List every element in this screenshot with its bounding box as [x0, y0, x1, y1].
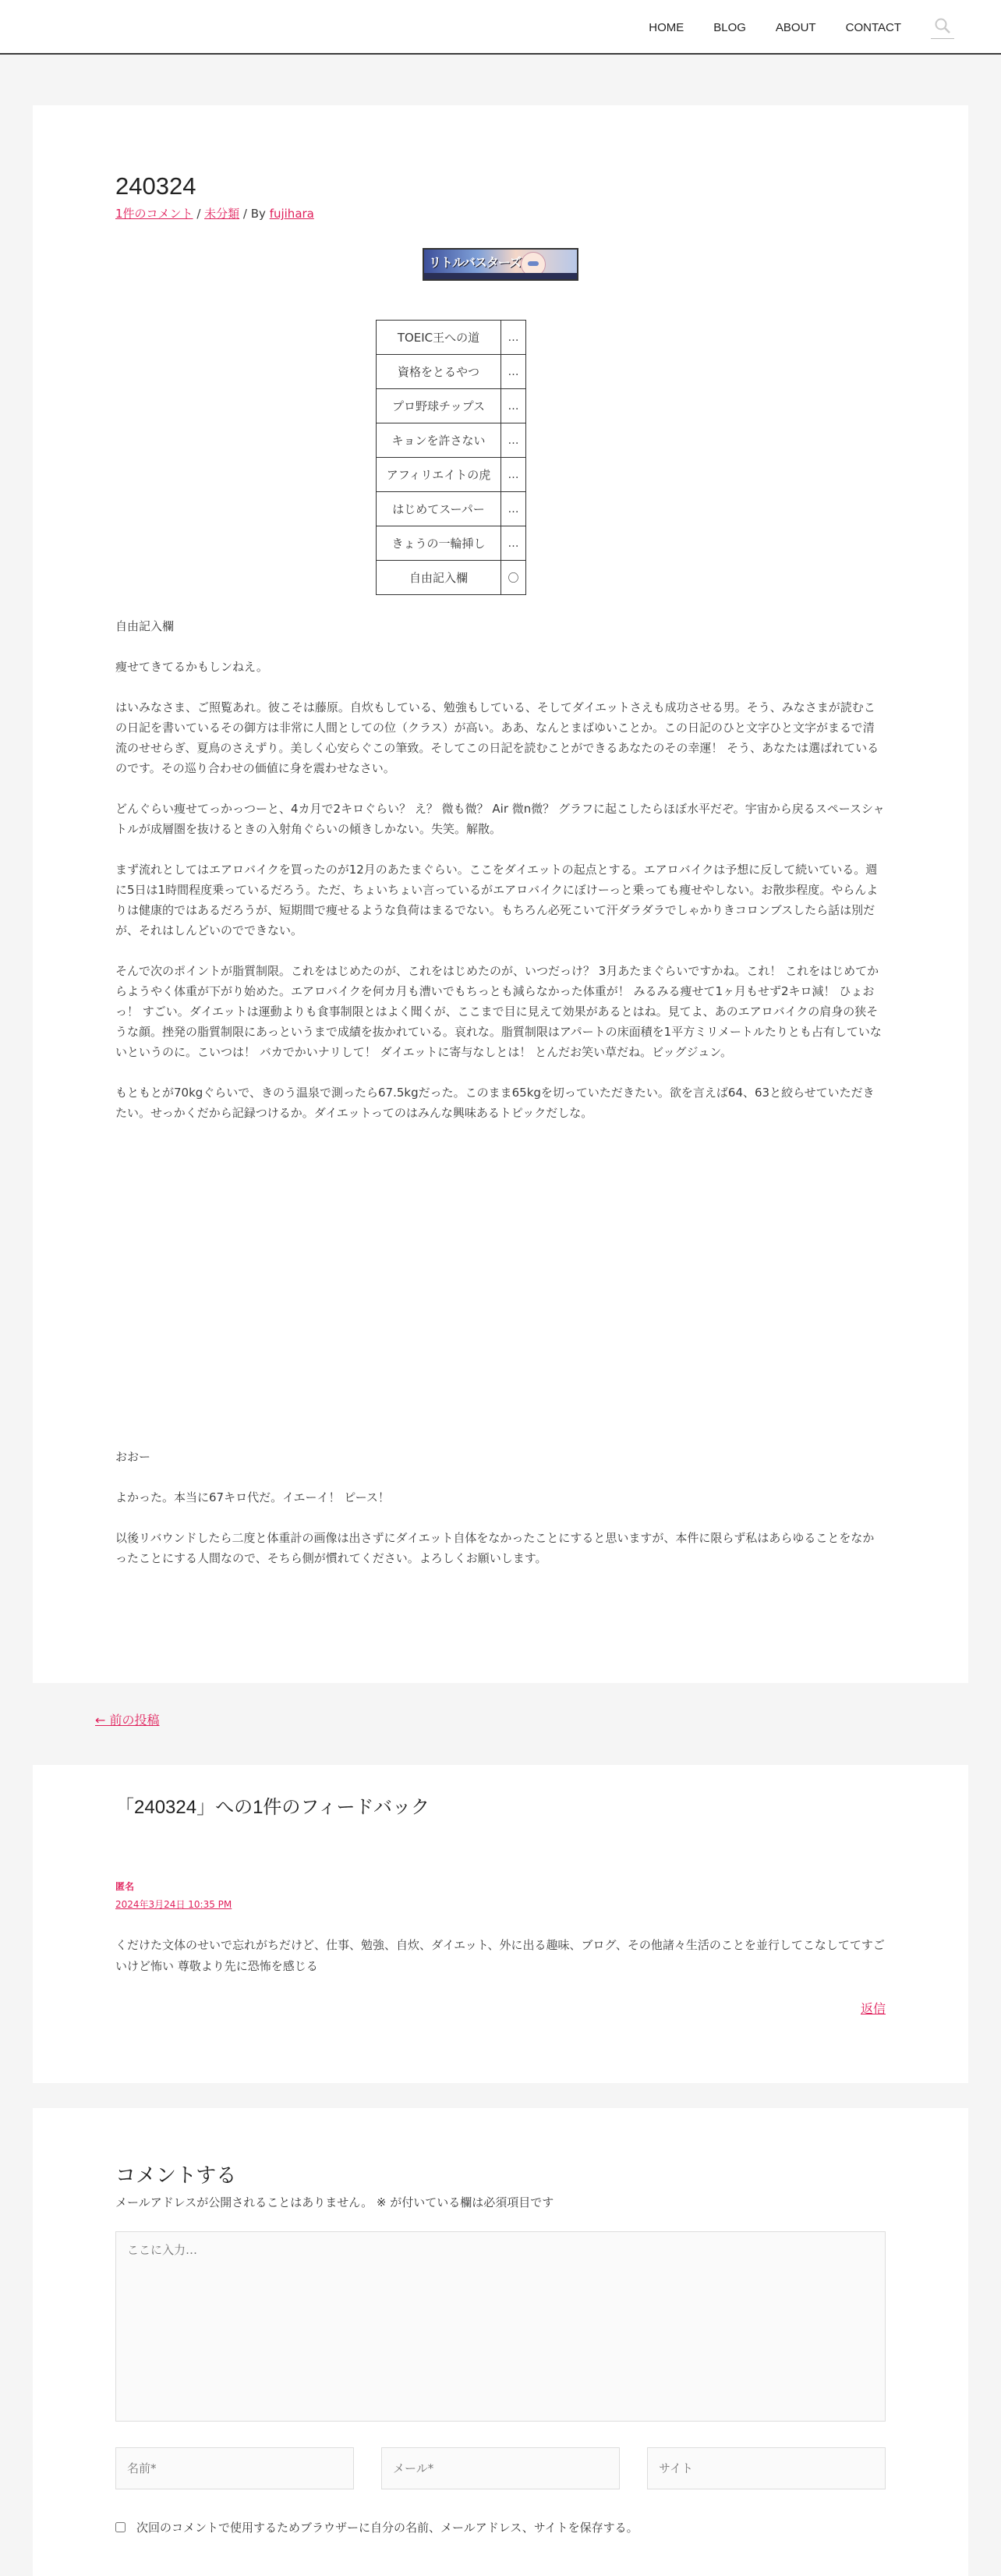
comments-section [33, 1765, 968, 2083]
paragraph: おおー [115, 1450, 151, 1464]
banner-image[interactable] [423, 248, 578, 281]
habit-row [377, 526, 526, 561]
paragraph: よかった。本当に67キロ代だ。イエーイ！ ピース！ [115, 1490, 390, 1504]
comments-title: 「240324」への1件のフィードバック [115, 1797, 430, 1818]
meta-separator: / [193, 207, 205, 221]
habit-name: キョンを許さない [377, 423, 501, 458]
habit-mark: … [501, 492, 526, 526]
habit-mark: … [501, 423, 526, 458]
site-header [0, 0, 1001, 55]
habit-row [377, 492, 526, 526]
habit-name: 自由記入欄 [377, 561, 501, 595]
comment-form-section [33, 2108, 968, 2576]
habit-name: アフィリエイトの虎 [377, 458, 501, 492]
comment-count-link[interactable]: 1件のコメント [115, 207, 193, 221]
habit-name: はじめてスーパー [377, 492, 501, 526]
post-article [33, 105, 968, 1683]
habit-mark: … [501, 458, 526, 492]
save-info-label: 次回のコメントで使用するためブラウザーに自分の名前、メールアドレス、サイトを保存する。 [136, 2521, 638, 2535]
nav-blog[interactable]: BLOG [713, 20, 746, 34]
habit-row [377, 355, 526, 389]
paragraph: 痩せてきてるかもしンねえ。 [115, 660, 268, 674]
search-icon [934, 17, 951, 34]
habit-row [377, 389, 526, 423]
comment-form-title: コメントする [115, 2163, 237, 2187]
banner-strip [424, 273, 577, 279]
habit-mark: … [501, 526, 526, 561]
website-field[interactable] [647, 2447, 886, 2489]
paragraph: はいみなさま、ご照覧あれ。彼こそは藤原。自炊もしている、勉強もしている、そしてダイエットさえも成功させる男。そう、みなさまが読むこの日記を書いているその御方は非常に人間としての位（クラス）が高い。ああ、なんとまばゆいことか。この日記のひと文字ひと文字がまるで清流のせせらぎ、夏鳥のさえずり。美しく心安らぐこの筆致。そしてこの日記を読むことができるあなたのその幸運！ そう、あなたは選ばれているのです。その巡り合わせの価値に身を震わせなさい。 [115, 700, 879, 775]
habit-mark: … [501, 355, 526, 389]
comment-author: 匿名 [115, 1881, 135, 1892]
paragraph: どんぐらい痩せてっかっつーと、4カ月で2キロぐらい？ え？ 微も微？ Air 微n微？ グラフに起こしたらほぼ水平だぞ。宇宙から戻るスペースシャトルが成層圏を抜けるときの入射角ぐらいの傾きしかない。失笑。解散。 [115, 802, 885, 836]
paragraph: そんで次のポイントが脂質制限。これをはじめたのが、これをはじめたのが、いつだっけ？ 3月あたまぐらいですかね。これ！ これをはじめてからようやく体重が下がり始めた。エアロバイクを何カ月も漕いでもちっとも減らなかった体重が！ みるみる痩せて1ヶ月もせず2キロ減！ ひょおっ！ すごい。ダイエットは運動よりも食事制限とはよく聞くが、ここまで目に見えて効果があるとはね。見てよ、あのエアロバイクの肩身の狭そうな顔。挫発の脂質制限にあっというまで成績を抜かれている。哀れな。脂質制限はアパートの床面積を1平方ミリメートルたりとも占有していないというのに。こいつは！ バカでかいナリして！ ダイエットに寄与なしとは！ とんだお笑い草だね。ビッグジュン。 [115, 964, 882, 1059]
post-title: 240324 [115, 172, 196, 200]
comment-textarea[interactable] [115, 2231, 886, 2422]
habit-row [377, 423, 526, 458]
paragraph: まず流れとしてはエアロバイクを買ったのが12月のあたまぐらい。ここをダイエットの起点とする。エアロバイクは予想に反して続いている。週に5日は1時間程度乗っているだろう。ただ、ちょいちょい言っているがエアロバイクにぼけーっと乗っても痩せやしない。お散歩程度。やらんよりは健康的ではあるだろうが、短期間で痩せるような負荷はまるでない。もちろん必死こいて汗ダラダラでしゃかりきコロンブスしたら話は別だが、それはしんどいのでできない。 [115, 863, 879, 937]
search-button[interactable] [931, 16, 954, 39]
previous-post-link[interactable]: ← 前の投稿 [95, 1713, 160, 1727]
habit-name: TOEIC王への道 [377, 321, 501, 355]
name-field[interactable] [115, 2447, 354, 2489]
habit-row [377, 321, 526, 355]
nav-contact[interactable]: CONTACT [845, 20, 901, 34]
author-link[interactable]: fujihara [269, 207, 314, 221]
post-header [115, 172, 886, 221]
meta-by: / By [239, 207, 270, 221]
nav-about[interactable]: ABOUT [775, 20, 816, 34]
nav-home[interactable]: HOME [649, 20, 684, 34]
habit-row [377, 561, 526, 595]
habit-name: 資格をとるやつ [377, 355, 501, 389]
save-info-checkbox[interactable] [115, 2522, 126, 2532]
habit-row [377, 458, 526, 492]
habit-mark: … [501, 321, 526, 355]
reply-link[interactable]: 返信 [860, 2001, 886, 2016]
habit-mark: … [501, 389, 526, 423]
paragraph: 以後リバウンドしたら二度と体重計の画像は出さずにダイエット自体をなかったことにすると思いますが、本件に限らず私はあらゆることをなかったことにする人間なので、そちら側が慣れてください。よろしくお願いします。 [115, 1531, 875, 1565]
comment-text: くだけた文体のせいで忘れがちだけど、仕事、勉強、自炊、ダイエット、外に出る趣味、ブログ、その他諸々生活のことを並行してこなしててすごいけど怖い 尊敬より先に恐怖を感じる [115, 1938, 885, 1973]
main-nav [619, 0, 954, 55]
post-body-top [115, 616, 886, 1143]
post-body-bottom [115, 1447, 886, 1589]
category-link[interactable]: 未分類 [204, 207, 240, 221]
paragraph: 自由記入欄 [115, 619, 175, 633]
habit-mark: 〇 [501, 561, 526, 595]
save-info-option [115, 2519, 638, 2535]
banner-logo-text: リトルバスターズ [429, 255, 522, 270]
post-meta [115, 205, 886, 221]
comment-form-note: メールアドレスが公開されることはありません。 ※ が付いている欄は必須項目です [115, 2195, 554, 2209]
comment-date-link[interactable]: 2024年3月24日 10:35 PM [115, 1899, 232, 1910]
habit-name: きょうの一輪挿し [377, 526, 501, 561]
habit-table [376, 320, 526, 595]
habit-name: プロ野球チップス [377, 389, 501, 423]
email-field[interactable] [381, 2447, 620, 2489]
paragraph: もともとが70kgぐらいで、きのう温泉で測ったら67.5kgだった。このまま65kgを切っていただきたい。欲を言えば64、63と絞らせていただきたい。せっかくだから記録つけるか。ダイエットってのはみんな興味あるトピックだしな。 [115, 1086, 875, 1120]
